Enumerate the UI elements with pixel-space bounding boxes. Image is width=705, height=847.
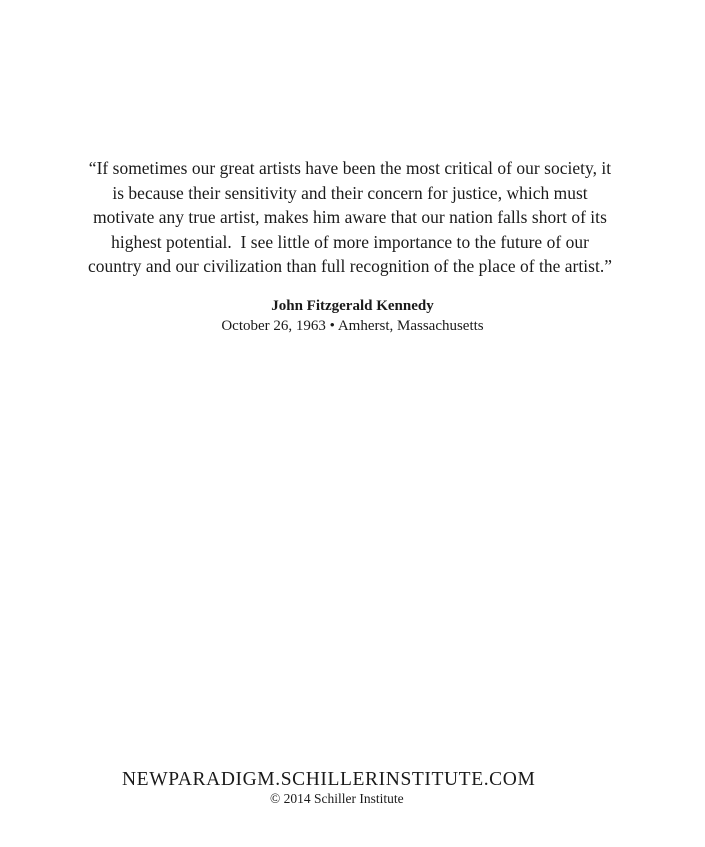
quote-line: highest potential. I see little of more importance to the future of our <box>111 231 589 252</box>
website-url: NEWPARADIGM.SCHILLERINSTITUTE.COM <box>122 769 536 790</box>
quote-author: John Fitzgerald Kennedy <box>271 298 434 314</box>
quote-dateline: October 26, 1963 • Amherst, Massachusetts <box>221 318 484 334</box>
quote-line: country and our civilization than full recognition of the place of the artist.” <box>87 256 613 276</box>
quote-line: “If sometimes our great artists have been the most critical of our society, it <box>88 158 612 178</box>
quote-block <box>60 156 640 279</box>
quote-line: is because their sensitivity and their concern for justice, which must <box>112 182 588 203</box>
quote-line: motivate any true artist, makes him aware that our nation falls short of its <box>93 207 607 227</box>
copyright-notice: © 2014 Schiller Institute <box>270 791 404 806</box>
